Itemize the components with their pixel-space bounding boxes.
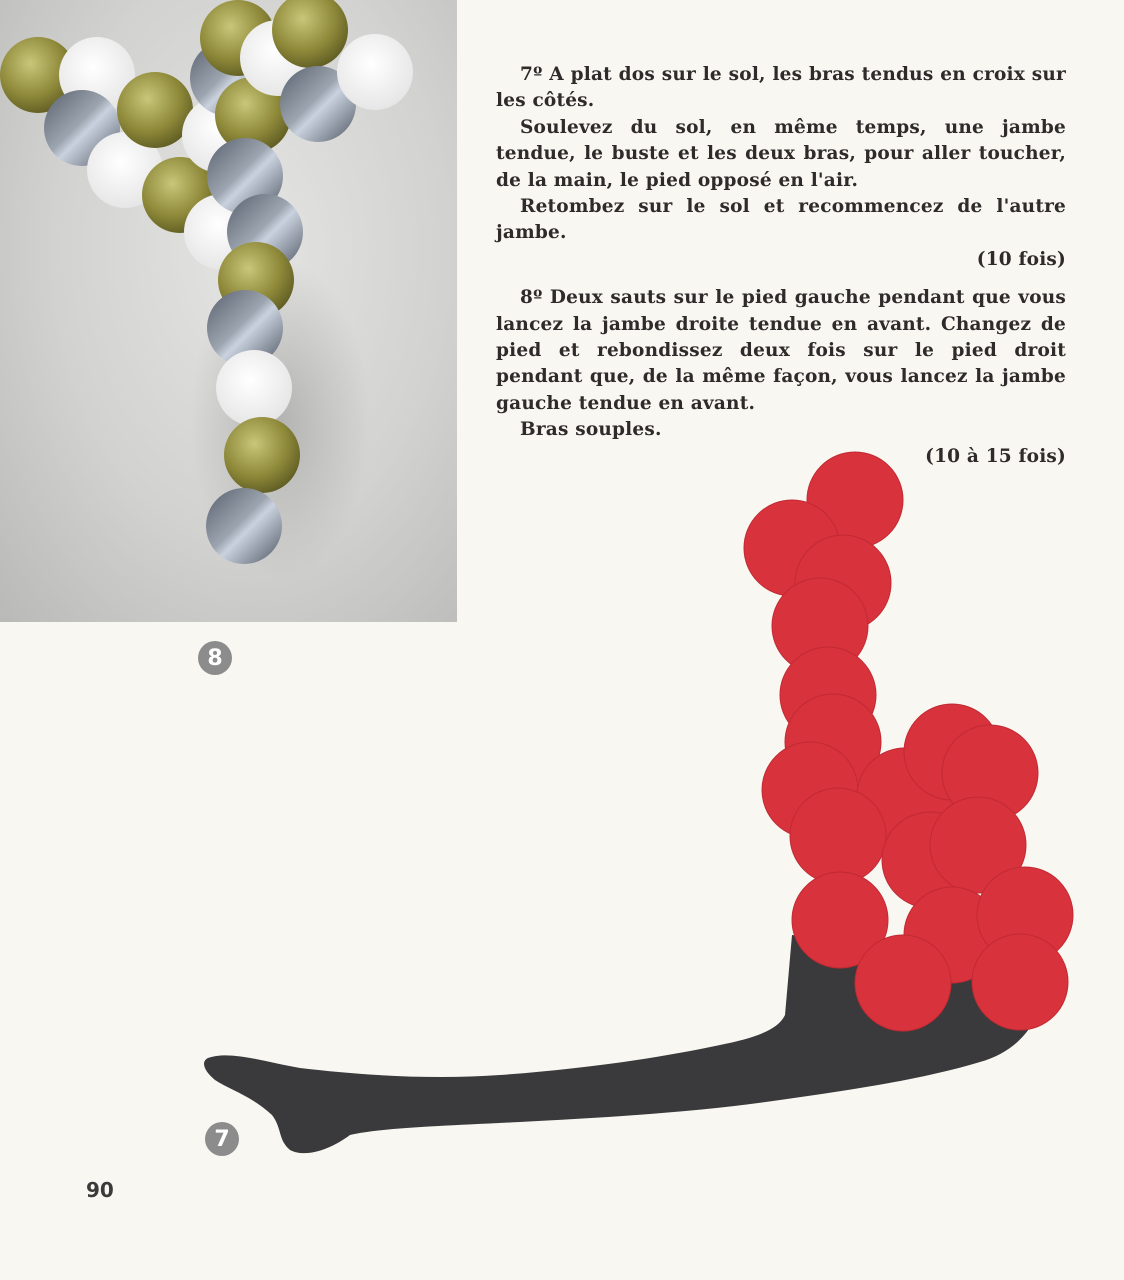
figure-7-number: 7 [214, 1126, 230, 1152]
exercise-8-instructions: 8º Deux sauts sur le pied gauche pendant que vous lancez la jambe droite tendue en avant. Changez de pied et rebondissez deux fois sur le pied droit pendant que, de la même façon, vous lancez la jambe gauche tendue en avant. [496, 287, 1066, 414]
figure-8-number: 8 [207, 645, 223, 671]
exercise-7-intro: 7º A plat dos sur le sol, les bras tendus en croix sur les côtés. [496, 64, 1066, 112]
exercise-8-arms-note: Bras souples. [520, 419, 662, 441]
figure-7-badge [205, 1122, 239, 1156]
exercise-7-instructions: Soulevez du sol, en même temps, une jambe tendue, le buste et les deux bras, pour aller toucher, de la main, le pied opposé en l'air. [496, 116, 1066, 191]
exercise-7-repetitions: (10 fois) [976, 248, 1066, 270]
exercise-8-repetitions: (10 à 15 fois) [925, 445, 1066, 467]
exercise-7-return: Retombez sur le sol et recommencez de l'autre jambe. [496, 196, 1066, 244]
page-number: 90 [86, 1178, 114, 1202]
